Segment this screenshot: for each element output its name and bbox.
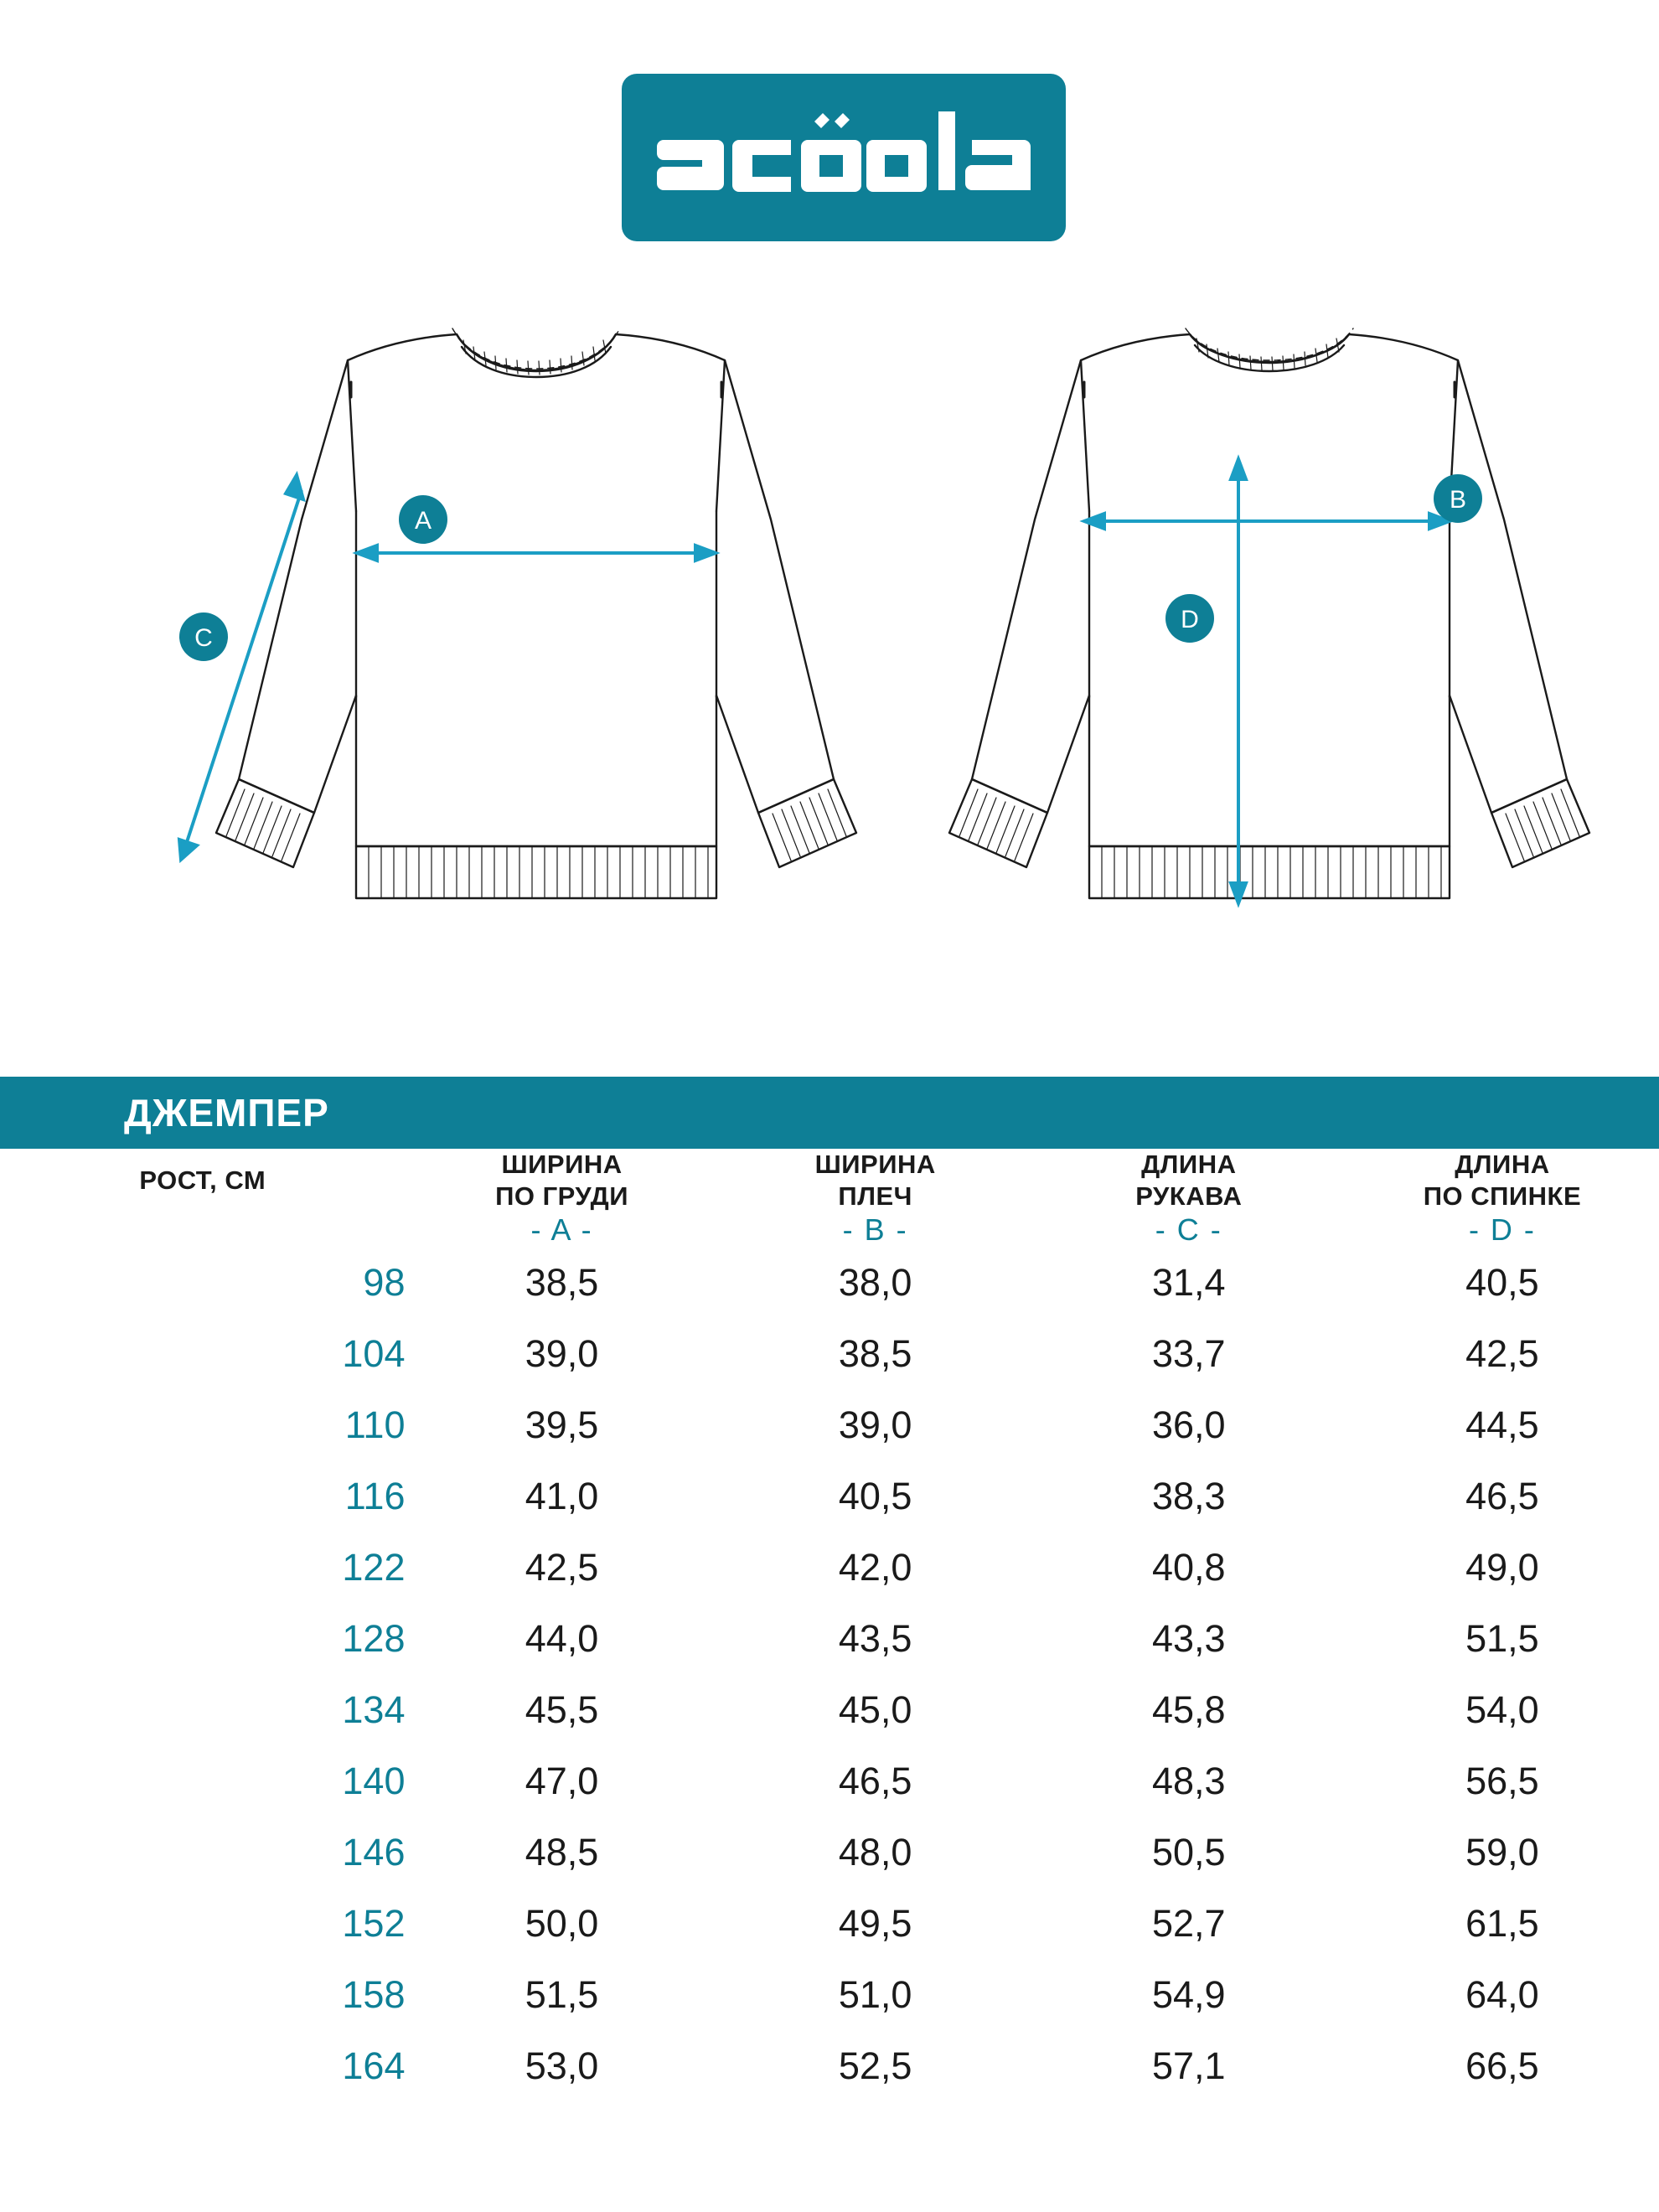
size-table-body	[0, 1248, 1659, 2102]
row-sleeve: 48,3	[1152, 1760, 1226, 1803]
table-title-bar	[0, 1077, 1659, 1149]
row-sleeve: 40,8	[1152, 1546, 1226, 1589]
garment-diagrams	[0, 310, 1659, 972]
header-sleeve-line2: РУКАВА	[1135, 1181, 1243, 1211]
row-chest: 45,5	[525, 1688, 599, 1732]
measure-arrow-d	[1231, 459, 1246, 903]
row-size: 146	[342, 1831, 406, 1874]
row-size: 128	[342, 1617, 406, 1661]
row-chest: 41,0	[525, 1475, 599, 1518]
row-sleeve: 31,4	[1152, 1261, 1226, 1305]
row-back: 59,0	[1465, 1831, 1539, 1874]
row-size: 140	[342, 1760, 406, 1803]
row-chest: 39,0	[525, 1332, 599, 1376]
row-size: 98	[363, 1261, 406, 1305]
row-shoulder: 52,5	[838, 2044, 912, 2088]
row-size: 116	[344, 1475, 406, 1518]
marker-badges	[179, 474, 1482, 661]
row-chest: 39,5	[525, 1403, 599, 1447]
row-back: 42,5	[1465, 1332, 1539, 1376]
table-row	[0, 2031, 1659, 2102]
front-view	[216, 328, 856, 898]
row-chest: 50,0	[525, 1902, 599, 1946]
back-view	[949, 328, 1589, 898]
table-row	[0, 1532, 1659, 1604]
row-sleeve: 57,1	[1152, 2044, 1226, 2088]
header-sleeve-line1: ДЛИНА	[1141, 1150, 1237, 1179]
row-back: 54,0	[1465, 1688, 1539, 1732]
row-sleeve: 52,7	[1152, 1902, 1226, 1946]
header-chest-width	[405, 1149, 718, 1212]
header-shoulder-line2: ПЛЕЧ	[838, 1181, 912, 1211]
letter-c: - C -	[1155, 1212, 1222, 1247]
letter-cell-empty	[0, 1212, 405, 1248]
row-chest: 51,5	[525, 1973, 599, 2017]
table-row	[0, 1817, 1659, 1889]
row-back: 44,5	[1465, 1403, 1539, 1447]
acoola-logo-icon	[647, 111, 1041, 204]
header-back-line2: ПО СПИНКЕ	[1423, 1181, 1582, 1211]
row-shoulder: 43,5	[838, 1617, 912, 1661]
row-size: 104	[342, 1332, 406, 1376]
row-shoulder: 42,0	[838, 1546, 912, 1589]
marker-c-label: C	[194, 624, 213, 652]
measure-arrow-a	[357, 545, 716, 561]
page-title: ДЖЕМПЕР	[124, 1091, 329, 1134]
row-back: 61,5	[1465, 1902, 1539, 1946]
letter-cell-c	[1032, 1212, 1346, 1248]
row-back: 64,0	[1465, 1973, 1539, 2017]
header-shoulder-line1: ШИРИНА	[814, 1150, 936, 1179]
row-size: 158	[342, 1973, 406, 2017]
letter-b: - B -	[842, 1212, 908, 1247]
row-size: 152	[342, 1902, 406, 1946]
row-sleeve: 54,9	[1152, 1973, 1226, 2017]
diagram-svg	[0, 310, 1659, 972]
header-back-line1: ДЛИНА	[1455, 1150, 1550, 1179]
table-row	[0, 1461, 1659, 1532]
letter-cell-d	[1346, 1212, 1659, 1248]
row-back: 49,0	[1465, 1546, 1539, 1589]
row-size: 110	[344, 1403, 406, 1447]
row-size: 164	[342, 2044, 406, 2088]
header-chest-line2: ПО ГРУДИ	[495, 1181, 629, 1211]
row-back: 51,5	[1465, 1617, 1539, 1661]
row-shoulder: 51,0	[838, 1973, 912, 2017]
size-table-block	[0, 1077, 1659, 2102]
row-sleeve: 45,8	[1152, 1688, 1226, 1732]
table-letter-row	[0, 1212, 1659, 1248]
row-sleeve: 50,5	[1152, 1831, 1226, 1874]
header-sleeve-length	[1032, 1149, 1346, 1212]
row-size: 134	[342, 1688, 406, 1732]
row-shoulder: 45,0	[838, 1688, 912, 1732]
table-row	[0, 1319, 1659, 1390]
row-sleeve: 36,0	[1152, 1403, 1226, 1447]
marker-d-label: D	[1181, 606, 1199, 633]
measure-arrow-c	[179, 475, 303, 860]
letter-cell-b	[719, 1212, 1032, 1248]
row-size: 122	[342, 1546, 406, 1589]
row-back: 40,5	[1465, 1261, 1539, 1305]
size-table	[0, 1149, 1659, 2102]
row-back: 56,5	[1465, 1760, 1539, 1803]
row-shoulder: 38,5	[838, 1332, 912, 1376]
row-back: 66,5	[1465, 2044, 1539, 2088]
brand-logo	[622, 74, 1066, 241]
table-header-row	[0, 1149, 1659, 1212]
table-row	[0, 1675, 1659, 1746]
row-shoulder: 46,5	[838, 1760, 912, 1803]
row-chest: 48,5	[525, 1831, 599, 1874]
table-row	[0, 1889, 1659, 1960]
row-shoulder: 38,0	[838, 1261, 912, 1305]
row-shoulder: 39,0	[838, 1403, 912, 1447]
header-shoulder-width	[719, 1149, 1032, 1212]
letter-a: - A -	[530, 1212, 593, 1247]
table-row	[0, 1390, 1659, 1461]
letter-d: - D -	[1468, 1212, 1536, 1247]
header-chest-line1: ШИРИНА	[501, 1150, 623, 1179]
row-sleeve: 43,3	[1152, 1617, 1226, 1661]
header-back-length	[1346, 1149, 1659, 1212]
row-chest: 53,0	[525, 2044, 599, 2088]
row-shoulder: 49,5	[838, 1902, 912, 1946]
marker-a-label: A	[414, 507, 432, 535]
letter-cell-a	[405, 1212, 718, 1248]
row-chest: 38,5	[525, 1261, 599, 1305]
measure-arrow-b	[1084, 514, 1450, 529]
table-row	[0, 1248, 1659, 1319]
row-chest: 47,0	[525, 1760, 599, 1803]
header-height: РОСТ, СМ	[139, 1165, 266, 1195]
row-shoulder: 40,5	[838, 1475, 912, 1518]
row-chest: 44,0	[525, 1617, 599, 1661]
row-sleeve: 38,3	[1152, 1475, 1226, 1518]
table-row	[0, 1960, 1659, 2031]
row-back: 46,5	[1465, 1475, 1539, 1518]
marker-b-label: B	[1449, 486, 1467, 514]
table-row	[0, 1604, 1659, 1675]
row-shoulder: 48,0	[838, 1831, 912, 1874]
row-sleeve: 33,7	[1152, 1332, 1226, 1376]
table-row	[0, 1746, 1659, 1817]
row-chest: 42,5	[525, 1546, 599, 1589]
